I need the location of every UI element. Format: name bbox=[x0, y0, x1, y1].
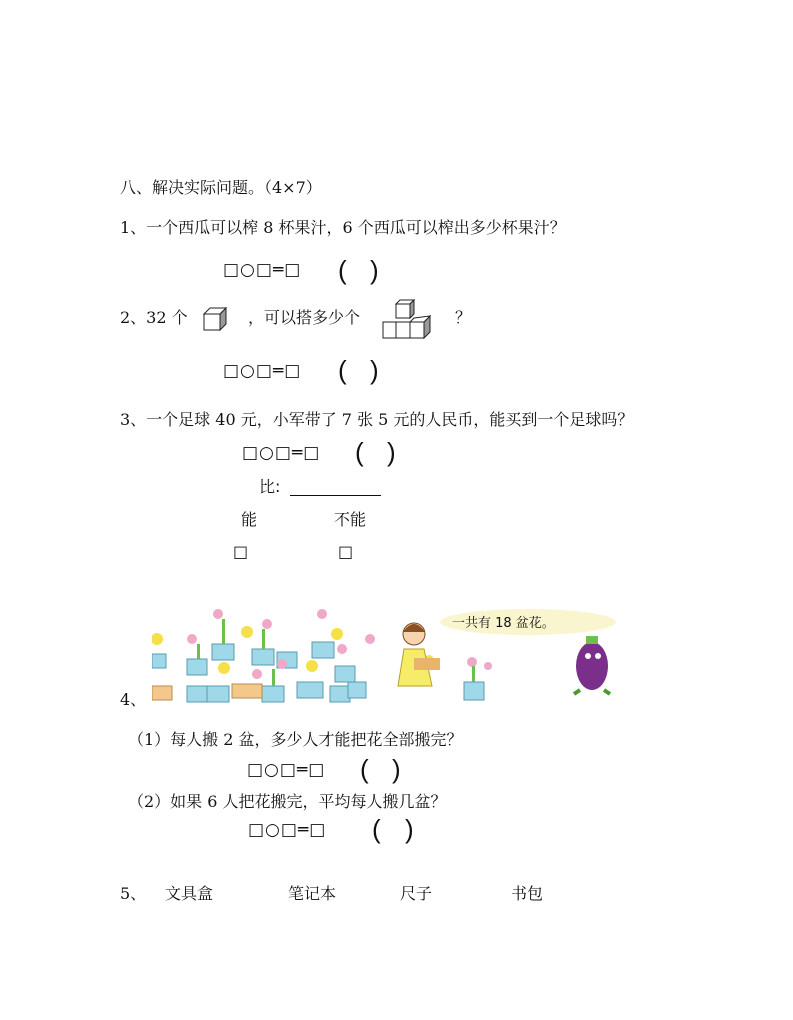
option-no-checkbox[interactable]: □ bbox=[338, 542, 354, 561]
item-pencil-case: 文具盒 bbox=[165, 884, 214, 903]
question-5-number: 5、 bbox=[120, 884, 147, 903]
equation-4-1: □○□═□ bbox=[247, 760, 326, 780]
answer-paren-open: ( bbox=[355, 437, 364, 467]
option-no-label: 不能 bbox=[334, 510, 367, 529]
flower-pots bbox=[152, 642, 484, 702]
question-4-sub2: （2）如果 6 人把花搬完，平均每人搬几盆？ bbox=[128, 792, 447, 811]
option-yes-label: 能 bbox=[241, 510, 258, 529]
question-2-suffix: ？ bbox=[455, 308, 472, 327]
cube-pyramid-icon bbox=[382, 298, 434, 340]
answer-paren-open: ( bbox=[338, 255, 347, 285]
flowers-illustration bbox=[152, 604, 627, 706]
answer-paren-close: ) bbox=[392, 754, 401, 784]
section-title: 八、解决实际问题。（4×7） bbox=[120, 178, 322, 197]
girl-figure bbox=[398, 623, 440, 686]
equation-2: □○□═□ bbox=[223, 361, 302, 381]
question-3-text: 3、一个足球 40 元，小军带了 7 张 5 元的人民币，能买到一个足球吗？ bbox=[120, 410, 634, 429]
question-2-middle: ，可以搭多少个 bbox=[248, 308, 361, 327]
speech-bubble bbox=[440, 609, 616, 635]
answer-paren-open: ( bbox=[338, 355, 347, 385]
answer-paren-close: ) bbox=[387, 437, 396, 467]
compare-answer-line[interactable] bbox=[290, 495, 381, 496]
equation-4-2: □○□═□ bbox=[248, 820, 327, 840]
option-yes-checkbox[interactable]: □ bbox=[233, 542, 249, 561]
question-1-text: 1、一个西瓜可以榨 8 杯果汁，6 个西瓜可以榨出多少杯果汁？ bbox=[120, 218, 566, 237]
answer-paren-open: ( bbox=[360, 754, 369, 784]
item-notebook: 笔记本 bbox=[288, 884, 337, 903]
cube-icon bbox=[202, 306, 228, 332]
speech-text: 一共有 18 盆花。 bbox=[452, 616, 555, 631]
answer-paren-close: ) bbox=[370, 355, 379, 385]
compare-label: 比: bbox=[259, 477, 281, 496]
question-4-number: 4、 bbox=[120, 690, 147, 709]
answer-paren-close: ) bbox=[370, 255, 379, 285]
question-2-prefix: 2、32 个 bbox=[120, 308, 188, 327]
item-schoolbag: 书包 bbox=[511, 884, 544, 903]
equation-3: □○□═□ bbox=[242, 443, 321, 463]
equation-1: □○□═□ bbox=[223, 260, 302, 280]
answer-paren-open: ( bbox=[372, 814, 381, 844]
question-4-sub1: （1）每人搬 2 盆，多少人才能把花全部搬完？ bbox=[128, 730, 463, 749]
eggplant-figure bbox=[574, 636, 610, 694]
item-ruler: 尺子 bbox=[400, 884, 433, 903]
answer-paren-close: ) bbox=[405, 814, 414, 844]
